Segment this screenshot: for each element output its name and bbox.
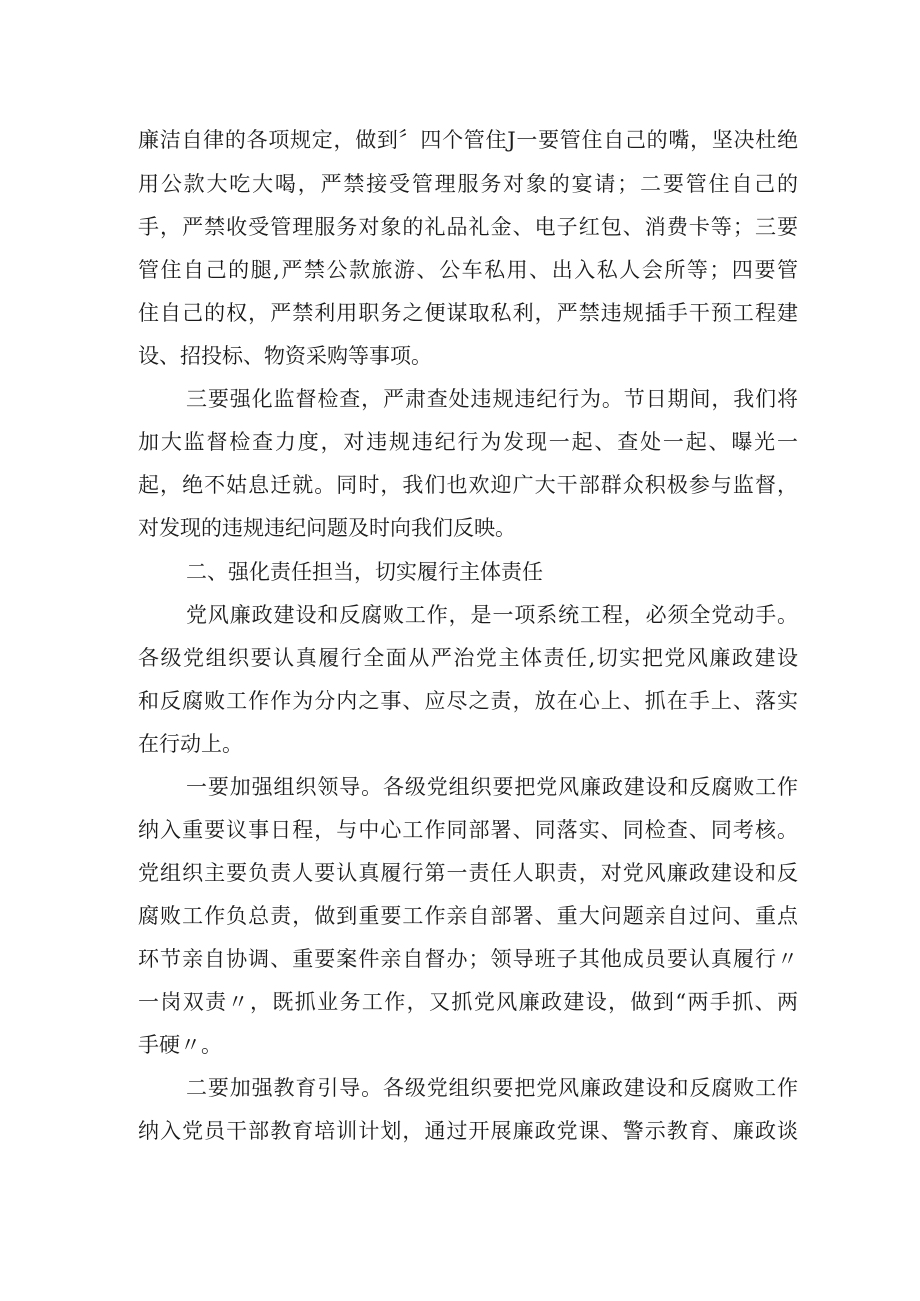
section-heading: 二、强化责任担当，切实履行主体责任	[186, 560, 543, 584]
paragraph-line: 住自己的权，严禁利用职务之便谋取私利，严禁违规插手干预工程建	[138, 301, 798, 325]
paragraph-line: 和反腐败工作作为分内之事、应尽之责，放在心上、抓在手上、落实	[138, 689, 798, 713]
paragraph-line: 三要强化监督检查，严肃查处违规违纪行为。节日期间，我们将	[186, 387, 798, 411]
paragraph-line: 环节亲自协调、重要案件亲自督办；领导班子其他成员要认真履行〃	[138, 947, 798, 971]
paragraph-line: 加大监督检查力度，对违规违纪行为发现一起、查处一起、曝光一	[138, 430, 798, 454]
paragraph-line: 对发现的违规违纪问题及时向我们反映。	[138, 516, 516, 540]
paragraph-line: 在行动上。	[138, 732, 243, 756]
paragraph-line: 手硬〃。	[138, 1033, 222, 1057]
paragraph-line: 一要加强组织领导。各级党组织要把党风廉政建设和反腐败工作	[186, 775, 798, 799]
paragraph-line: 一岗双责〃，既抓业务工作，又抓党风廉政建设，做到“两手抓、两	[138, 990, 798, 1014]
paragraph-line: 管住自己的腿,严禁公款旅游、公车私用、出入私人会所等；四要管	[138, 258, 798, 282]
paragraph-line: 用公款大吃大喝，严禁接受管理服务对象的宴请；二要管住自己的	[138, 172, 798, 196]
paragraph-line: 二要加强教育引导。各级党组织要把党风廉政建设和反腐败工作	[186, 1076, 798, 1100]
paragraph-line: 各级党组织要认真履行全面从严治党主体责任,切实把党风廉政建设	[138, 646, 798, 670]
paragraph-line: 纳入党员干部教育培训计划，通过开展廉政党课、警示教育、廉政谈	[138, 1119, 798, 1143]
paragraph-line: 手，严禁收受管理服务对象的礼品礼金、电子红包、消费卡等；三要	[138, 215, 798, 239]
paragraph-line: 党组织主要负责人要认真履行第一责任人职责，对党风廉政建设和反	[138, 861, 798, 885]
paragraph-line: 党风廉政建设和反腐败工作，是一项系统工程，必须全党动手。	[186, 603, 798, 627]
paragraph-line: 纳入重要议事日程，与中心工作同部署、同落实、同检查、同考核。	[138, 818, 798, 842]
paragraph-line: 廉洁自律的各项规定，做到〞四个管住J一要管住自己的嘴，坚决杜绝	[138, 128, 798, 152]
paragraph-line: 腐败工作负总责，做到重要工作亲自部署、重大问题亲自过问、重点	[138, 904, 798, 928]
paragraph-line: 设、招投标、物资采购等事项。	[138, 344, 432, 368]
paragraph-line: 起，绝不姑息迁就。同时，我们也欢迎广大干部群众积极参与监督，	[138, 473, 798, 497]
